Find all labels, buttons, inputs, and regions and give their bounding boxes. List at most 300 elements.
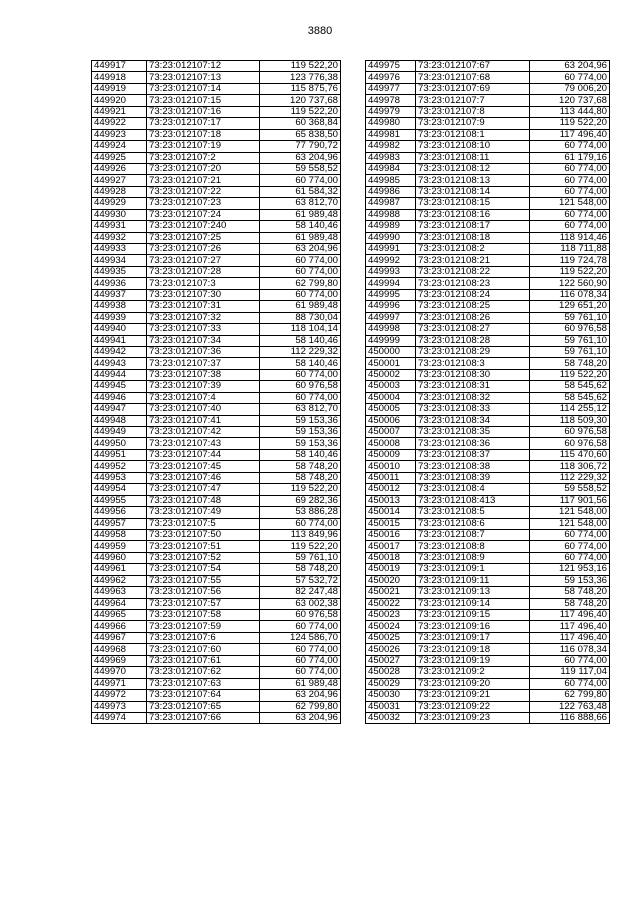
cadastral-number: 73:23:012107:57 xyxy=(147,598,260,609)
record-number: 449920 xyxy=(92,95,147,106)
record-number: 449959 xyxy=(92,541,147,552)
cadastral-number: 73:23:012108:35 xyxy=(416,427,530,438)
cadastral-value: 58 748,20 xyxy=(260,461,341,472)
table-row xyxy=(92,678,341,689)
record-number: 450018 xyxy=(366,552,416,563)
cadastral-value: 63 002,38 xyxy=(260,598,341,609)
cadastral-value: 65 838,50 xyxy=(260,129,341,140)
table-row xyxy=(366,495,610,506)
record-number: 450019 xyxy=(366,564,416,575)
cadastral-number: 73:23:012107:36 xyxy=(147,346,260,357)
cadastral-number: 73:23:012108:11 xyxy=(416,152,530,163)
cadastral-number: 73:23:012107:56 xyxy=(147,587,260,598)
table-row xyxy=(366,61,610,72)
table-row xyxy=(92,701,341,712)
cadastral-number: 73:23:012107:12 xyxy=(147,61,260,72)
record-number: 450030 xyxy=(366,690,416,701)
record-number: 449985 xyxy=(366,175,416,186)
cadastral-number: 73:23:012107:61 xyxy=(147,655,260,666)
table-row xyxy=(92,564,341,575)
cadastral-value: 60 774,00 xyxy=(260,518,341,529)
record-number: 450008 xyxy=(366,438,416,449)
cadastral-value: 58 140,46 xyxy=(260,335,341,346)
table-row xyxy=(92,358,341,369)
record-number: 449926 xyxy=(92,163,147,174)
cadastral-value: 61 989,48 xyxy=(260,232,341,243)
record-number: 450014 xyxy=(366,507,416,518)
cadastral-number: 73:23:012108:31 xyxy=(416,381,530,392)
table-row xyxy=(366,163,610,174)
cadastral-number: 73:23:012108:30 xyxy=(416,369,530,380)
cadastral-value: 122 560,90 xyxy=(530,278,610,289)
cadastral-value: 60 774,00 xyxy=(530,678,610,689)
cadastral-number: 73:23:012108:23 xyxy=(416,278,530,289)
table-row xyxy=(92,244,341,255)
cadastral-value: 113 444,80 xyxy=(530,106,610,117)
record-number: 449952 xyxy=(92,461,147,472)
cadastral-number: 73:23:012108:37 xyxy=(416,449,530,460)
cadastral-number: 73:23:012108:413 xyxy=(416,495,530,506)
cadastral-value: 60 976,58 xyxy=(530,427,610,438)
cadastral-number: 73:23:012108:4 xyxy=(416,484,530,495)
cadastral-value: 59 761,10 xyxy=(530,312,610,323)
record-number: 449975 xyxy=(366,61,416,72)
cadastral-value: 119 522,20 xyxy=(260,106,341,117)
cadastral-number: 73:23:012107:13 xyxy=(147,72,260,83)
table-row xyxy=(366,621,610,632)
record-number: 450013 xyxy=(366,495,416,506)
table-row xyxy=(92,552,341,563)
record-number: 449957 xyxy=(92,518,147,529)
table-row xyxy=(92,106,341,117)
cadastral-number: 73:23:012109:20 xyxy=(416,678,530,689)
table-row xyxy=(92,61,341,72)
record-number: 449978 xyxy=(366,95,416,106)
table-row xyxy=(366,95,610,106)
record-number: 449936 xyxy=(92,278,147,289)
table-row xyxy=(92,324,341,335)
cadastral-value: 114 255,12 xyxy=(530,404,610,415)
cadastral-number: 73:23:012108:5 xyxy=(416,507,530,518)
record-number: 449931 xyxy=(92,221,147,232)
record-number: 449927 xyxy=(92,175,147,186)
cadastral-number: 73:23:012109:13 xyxy=(416,587,530,598)
record-number: 449964 xyxy=(92,598,147,609)
table-row xyxy=(92,472,341,483)
table-row xyxy=(366,312,610,323)
cadastral-number: 73:23:012108:7 xyxy=(416,529,530,540)
cadastral-value: 119 522,20 xyxy=(260,61,341,72)
cadastral-number: 73:23:012108:1 xyxy=(416,129,530,140)
record-number: 449954 xyxy=(92,484,147,495)
record-number: 449968 xyxy=(92,644,147,655)
cadastral-value: 60 774,00 xyxy=(530,541,610,552)
record-number: 450027 xyxy=(366,655,416,666)
cadastral-number: 73:23:012107:40 xyxy=(147,404,260,415)
table-row xyxy=(366,186,610,197)
table-row xyxy=(366,244,610,255)
record-number: 450024 xyxy=(366,621,416,632)
cadastral-value: 60 774,00 xyxy=(530,552,610,563)
cadastral-number: 73:23:012107:69 xyxy=(416,83,530,94)
record-number: 449982 xyxy=(366,141,416,152)
cadastral-value: 61 989,48 xyxy=(260,209,341,220)
record-number: 450023 xyxy=(366,610,416,621)
table-row xyxy=(366,518,610,529)
cadastral-number: 73:23:012107:15 xyxy=(147,95,260,106)
record-number: 449977 xyxy=(366,83,416,94)
table-row xyxy=(92,186,341,197)
table-row xyxy=(92,175,341,186)
record-number: 449919 xyxy=(92,83,147,94)
cadastral-number: 73:23:012108:21 xyxy=(416,255,530,266)
cadastral-number: 73:23:012107:24 xyxy=(147,209,260,220)
cadastral-value: 58 748,20 xyxy=(260,564,341,575)
table-row xyxy=(366,484,610,495)
table-row xyxy=(366,507,610,518)
record-number: 449934 xyxy=(92,255,147,266)
record-number: 450029 xyxy=(366,678,416,689)
cadastral-value: 63 204,96 xyxy=(530,61,610,72)
record-number: 450020 xyxy=(366,575,416,586)
cadastral-number: 73:23:012108:27 xyxy=(416,324,530,335)
table-row xyxy=(92,449,341,460)
cadastral-number: 73:23:012107:22 xyxy=(147,186,260,197)
cadastral-value: 61 584,32 xyxy=(260,186,341,197)
cadastral-value: 60 774,00 xyxy=(260,289,341,300)
record-number: 449990 xyxy=(366,232,416,243)
record-number: 449986 xyxy=(366,186,416,197)
cadastral-value: 116 078,34 xyxy=(530,644,610,655)
table-row xyxy=(92,72,341,83)
record-number: 450010 xyxy=(366,461,416,472)
record-number: 449972 xyxy=(92,690,147,701)
cadastral-number: 73:23:012108:3 xyxy=(416,358,530,369)
cadastral-value: 119 522,20 xyxy=(530,369,610,380)
cadastral-value: 120 737,68 xyxy=(530,95,610,106)
table-row xyxy=(366,324,610,335)
record-number: 449945 xyxy=(92,381,147,392)
cadastral-value: 113 849,96 xyxy=(260,529,341,540)
record-number: 449955 xyxy=(92,495,147,506)
record-number: 449971 xyxy=(92,678,147,689)
table-row xyxy=(366,346,610,357)
cadastral-number: 73:23:012107:32 xyxy=(147,312,260,323)
cadastral-value: 118 306,72 xyxy=(530,461,610,472)
cadastral-value: 60 774,00 xyxy=(260,655,341,666)
record-number: 449993 xyxy=(366,266,416,277)
table-row xyxy=(92,518,341,529)
table-row xyxy=(92,95,341,106)
cadastral-number: 73:23:012107:49 xyxy=(147,507,260,518)
record-number: 449921 xyxy=(92,106,147,117)
table-row xyxy=(366,369,610,380)
table-row xyxy=(92,118,341,129)
table-row xyxy=(92,507,341,518)
cadastral-number: 73:23:012107:62 xyxy=(147,667,260,678)
table-row xyxy=(92,266,341,277)
record-number: 449995 xyxy=(366,289,416,300)
record-number: 449973 xyxy=(92,701,147,712)
cadastral-value: 60 774,00 xyxy=(260,266,341,277)
record-number: 450031 xyxy=(366,701,416,712)
record-number: 449944 xyxy=(92,369,147,380)
record-number: 449928 xyxy=(92,186,147,197)
cadastral-number: 73:23:012107:51 xyxy=(147,541,260,552)
cadastral-number: 73:23:012107:27 xyxy=(147,255,260,266)
cadastral-value: 60 368,84 xyxy=(260,118,341,129)
record-number: 449976 xyxy=(366,72,416,83)
cadastral-number: 73:23:012107:16 xyxy=(147,106,260,117)
cadastral-number: 73:23:012107:58 xyxy=(147,610,260,621)
cadastral-number: 73:23:012108:26 xyxy=(416,312,530,323)
cadastral-number: 73:23:012108:25 xyxy=(416,301,530,312)
record-number: 450000 xyxy=(366,346,416,357)
cadastral-number: 73:23:012108:34 xyxy=(416,415,530,426)
cadastral-value: 118 509,30 xyxy=(530,415,610,426)
table-row xyxy=(92,198,341,209)
record-number: 449929 xyxy=(92,198,147,209)
record-number: 449989 xyxy=(366,221,416,232)
record-number: 449935 xyxy=(92,266,147,277)
table-row xyxy=(366,404,610,415)
cadastral-number: 73:23:012109:19 xyxy=(416,655,530,666)
cadastral-value: 60 774,00 xyxy=(530,655,610,666)
cadastral-number: 73:23:012107:3 xyxy=(147,278,260,289)
table-row xyxy=(366,632,610,643)
cadastral-number: 73:23:012108:15 xyxy=(416,198,530,209)
cadastral-value: 60 976,58 xyxy=(260,381,341,392)
cadastral-number: 73:23:012107:39 xyxy=(147,381,260,392)
table-row xyxy=(366,255,610,266)
cadastral-number: 73:23:012107:41 xyxy=(147,415,260,426)
table-row xyxy=(92,575,341,586)
cadastral-number: 73:23:012107:52 xyxy=(147,552,260,563)
record-number: 449938 xyxy=(92,301,147,312)
table-row xyxy=(92,346,341,357)
table-row xyxy=(92,209,341,220)
table-row xyxy=(92,461,341,472)
table-row xyxy=(92,712,341,723)
cadastral-value: 118 914,46 xyxy=(530,232,610,243)
cadastral-value: 61 179,16 xyxy=(530,152,610,163)
record-number: 449933 xyxy=(92,244,147,255)
table-row xyxy=(92,644,341,655)
record-number: 449991 xyxy=(366,244,416,255)
cadastral-value: 117 901,56 xyxy=(530,495,610,506)
cadastral-value: 63 204,96 xyxy=(260,712,341,723)
cadastral-value: 63 204,96 xyxy=(260,690,341,701)
record-number: 449987 xyxy=(366,198,416,209)
cadastral-number: 73:23:012108:17 xyxy=(416,221,530,232)
record-number: 449956 xyxy=(92,507,147,518)
cadastral-value: 60 774,00 xyxy=(530,209,610,220)
cadastral-value: 60 976,58 xyxy=(530,324,610,335)
cadastral-number: 73:23:012107:7 xyxy=(416,95,530,106)
cadastral-value: 60 774,00 xyxy=(260,369,341,380)
cadastral-number: 73:23:012107:42 xyxy=(147,427,260,438)
cadastral-number: 73:23:012107:9 xyxy=(416,118,530,129)
table-row xyxy=(366,415,610,426)
table-row xyxy=(366,278,610,289)
cadastral-number: 73:23:012107:21 xyxy=(147,175,260,186)
table-row xyxy=(366,461,610,472)
cadastral-value: 60 774,00 xyxy=(530,175,610,186)
table-row xyxy=(366,598,610,609)
cadastral-number: 73:23:012108:9 xyxy=(416,552,530,563)
table-row xyxy=(92,278,341,289)
record-number: 450002 xyxy=(366,369,416,380)
record-number: 450022 xyxy=(366,598,416,609)
table-row xyxy=(92,690,341,701)
record-number: 449981 xyxy=(366,129,416,140)
cadastral-number: 73:23:012109:16 xyxy=(416,621,530,632)
table-row xyxy=(92,152,341,163)
cadastral-number: 73:23:012108:33 xyxy=(416,404,530,415)
cadastral-number: 73:23:012109:14 xyxy=(416,598,530,609)
record-number: 450001 xyxy=(366,358,416,369)
table-row xyxy=(366,301,610,312)
table-row xyxy=(366,701,610,712)
cadastral-number: 73:23:012107:34 xyxy=(147,335,260,346)
cadastral-number: 73:23:012107:19 xyxy=(147,141,260,152)
table-row xyxy=(366,564,610,575)
cadastral-value: 53 886,28 xyxy=(260,507,341,518)
table-row xyxy=(366,358,610,369)
cadastral-number: 73:23:012108:13 xyxy=(416,175,530,186)
cadastral-number: 73:23:012107:48 xyxy=(147,495,260,506)
table-row xyxy=(366,427,610,438)
table-row xyxy=(92,255,341,266)
cadastral-number: 73:23:012108:2 xyxy=(416,244,530,255)
cadastral-value: 60 774,00 xyxy=(530,141,610,152)
table-row xyxy=(366,587,610,598)
cadastral-value: 59 153,36 xyxy=(260,438,341,449)
table-row xyxy=(92,301,341,312)
table-row xyxy=(366,690,610,701)
cadastral-value: 58 748,20 xyxy=(260,472,341,483)
table-row xyxy=(92,415,341,426)
record-number: 450016 xyxy=(366,529,416,540)
record-number: 449996 xyxy=(366,301,416,312)
cadastral-number: 73:23:012108:39 xyxy=(416,472,530,483)
table-row xyxy=(92,541,341,552)
cadastral-value: 59 761,10 xyxy=(530,335,610,346)
table-row xyxy=(92,495,341,506)
cadastral-value: 119 724,78 xyxy=(530,255,610,266)
table-row xyxy=(92,369,341,380)
record-number: 450012 xyxy=(366,484,416,495)
table-row xyxy=(92,129,341,140)
cadastral-value: 58 748,20 xyxy=(530,598,610,609)
record-number: 449988 xyxy=(366,209,416,220)
cadastral-value: 63 204,96 xyxy=(260,244,341,255)
table-row xyxy=(92,621,341,632)
cadastral-value: 116 888,66 xyxy=(530,712,610,723)
record-number: 449965 xyxy=(92,610,147,621)
cadastral-value: 77 790,72 xyxy=(260,141,341,152)
table-row xyxy=(92,163,341,174)
record-number: 449948 xyxy=(92,415,147,426)
cadastral-value: 115 875,76 xyxy=(260,83,341,94)
table-row xyxy=(366,232,610,243)
cadastral-number: 73:23:012107:30 xyxy=(147,289,260,300)
cadastral-number: 73:23:012108:29 xyxy=(416,346,530,357)
record-number: 449946 xyxy=(92,392,147,403)
table-row xyxy=(366,392,610,403)
table-row xyxy=(366,221,610,232)
cadastral-value: 58 748,20 xyxy=(530,587,610,598)
cadastral-number: 73:23:012107:38 xyxy=(147,369,260,380)
record-number: 449974 xyxy=(92,712,147,723)
cadastral-value: 58 748,20 xyxy=(530,358,610,369)
cadastral-number: 73:23:012107:23 xyxy=(147,198,260,209)
cadastral-value: 58 545,62 xyxy=(530,381,610,392)
record-number: 449918 xyxy=(92,72,147,83)
cadastral-value: 58 140,46 xyxy=(260,221,341,232)
table-row xyxy=(366,438,610,449)
cadastral-value: 69 282,36 xyxy=(260,495,341,506)
table-row xyxy=(92,232,341,243)
cadastral-number: 73:23:012109:18 xyxy=(416,644,530,655)
record-number: 449925 xyxy=(92,152,147,163)
table-row xyxy=(92,289,341,300)
record-number: 450003 xyxy=(366,381,416,392)
cadastral-value: 58 140,46 xyxy=(260,449,341,460)
cadastral-value: 62 799,80 xyxy=(260,701,341,712)
cadastral-value: 129 651,20 xyxy=(530,301,610,312)
table-row xyxy=(92,632,341,643)
cadastral-value: 121 953,16 xyxy=(530,564,610,575)
cadastral-value: 117 496,40 xyxy=(530,610,610,621)
record-number: 449966 xyxy=(92,621,147,632)
record-number: 449994 xyxy=(366,278,416,289)
record-number: 449939 xyxy=(92,312,147,323)
cadastral-value: 119 522,20 xyxy=(260,484,341,495)
cadastral-number: 73:23:012107:25 xyxy=(147,232,260,243)
table-row xyxy=(92,381,341,392)
cadastral-number: 73:23:012107:44 xyxy=(147,449,260,460)
cadastral-value: 60 976,58 xyxy=(530,438,610,449)
record-number: 449970 xyxy=(92,667,147,678)
record-number: 449950 xyxy=(92,438,147,449)
cadastral-number: 73:23:012107:31 xyxy=(147,301,260,312)
cadastral-value: 60 774,00 xyxy=(530,72,610,83)
record-number: 449922 xyxy=(92,118,147,129)
cadastral-value: 59 153,36 xyxy=(530,575,610,586)
table-row xyxy=(366,644,610,655)
table-row xyxy=(92,312,341,323)
table-row xyxy=(92,83,341,94)
left-register-table xyxy=(91,60,341,724)
record-number: 449930 xyxy=(92,209,147,220)
table-row xyxy=(366,541,610,552)
cadastral-value: 63 204,96 xyxy=(260,152,341,163)
cadastral-value: 60 774,00 xyxy=(260,644,341,655)
cadastral-number: 73:23:012107:59 xyxy=(147,621,260,632)
cadastral-value: 59 558,52 xyxy=(260,163,341,174)
record-number: 450028 xyxy=(366,667,416,678)
table-row xyxy=(366,678,610,689)
cadastral-value: 119 522,20 xyxy=(530,266,610,277)
cadastral-number: 73:23:012108:28 xyxy=(416,335,530,346)
cadastral-value: 116 078,34 xyxy=(530,289,610,300)
cadastral-value: 60 774,00 xyxy=(530,529,610,540)
cadastral-value: 59 558,52 xyxy=(530,484,610,495)
record-number: 449979 xyxy=(366,106,416,117)
cadastral-value: 60 774,00 xyxy=(530,186,610,197)
table-row xyxy=(92,404,341,415)
